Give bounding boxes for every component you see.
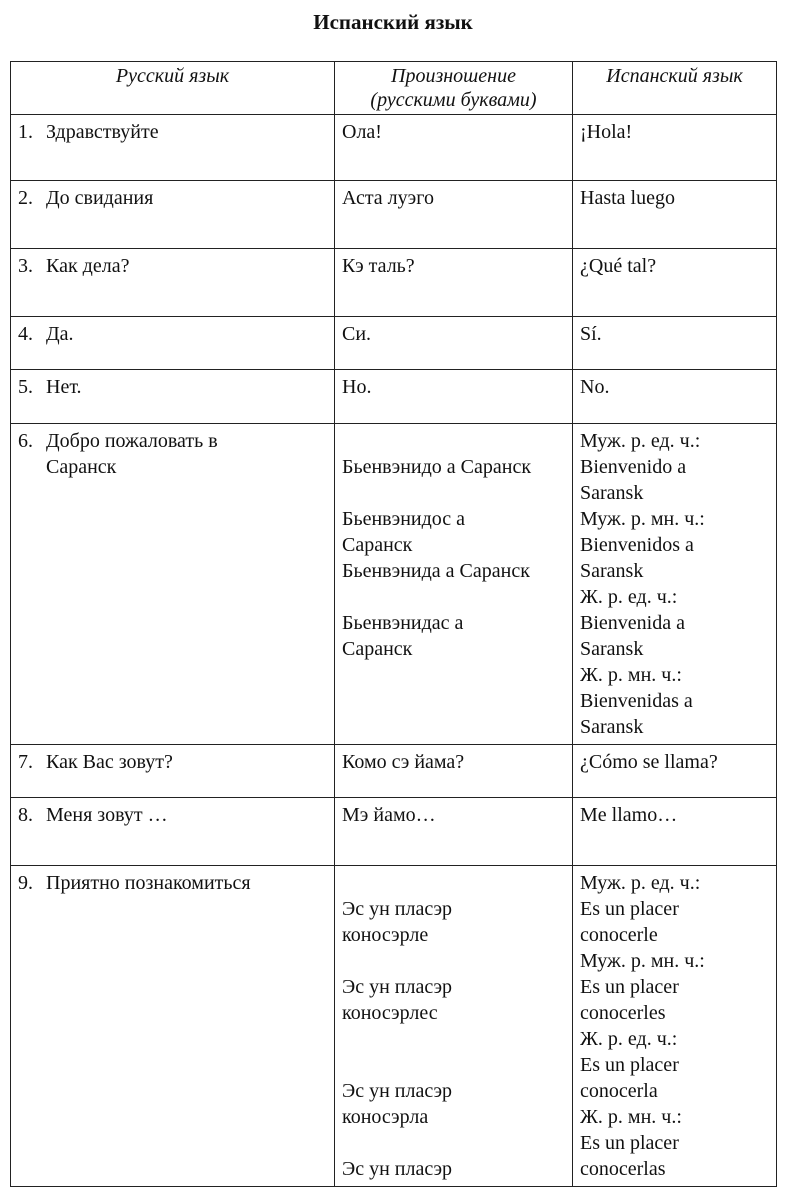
row-number: 1. — [18, 121, 33, 143]
header-russian: Русский язык — [11, 62, 335, 115]
russian-phrase — [46, 428, 316, 480]
es-line: Es un placer — [580, 1054, 679, 1076]
es-line: Ж. р. мн. ч.: — [580, 664, 682, 686]
russian-phrase: До свидания — [46, 187, 154, 209]
cell-spanish: Sí. — [573, 317, 777, 370]
es-line: Муж. р. мн. ч.: — [580, 950, 705, 972]
table-row — [11, 115, 777, 181]
table-row — [11, 181, 777, 249]
pron-line: Эс ун пласэр — [342, 976, 453, 998]
russian-phrase: Нет. — [46, 376, 82, 398]
cell-russian — [11, 249, 335, 317]
pron-line: Саранск — [342, 638, 413, 660]
es-line: Saransk — [580, 716, 644, 738]
pron-line: коносэрла — [342, 1106, 429, 1128]
cell-pronunciation: Ола! — [335, 115, 573, 181]
es-line: Bienvenidos a — [580, 534, 694, 556]
cell-russian — [11, 866, 335, 1187]
russian-phrase: Как дела? — [46, 255, 130, 277]
es-line: Saransk — [580, 638, 644, 660]
cell-spanish — [573, 866, 777, 1187]
row-number: 2. — [18, 187, 33, 209]
cell-russian — [11, 370, 335, 424]
es-line: Bienvenidas a — [580, 690, 693, 712]
es-line: Муж. р. ед. ч.: — [580, 872, 701, 894]
pron-line: Эс ун пласэр — [342, 898, 453, 920]
pron-line: Бьенвэнидос а — [342, 508, 466, 530]
row-number: 9. — [18, 872, 33, 894]
cell-pronunciation: Комо сэ йама? — [335, 745, 573, 798]
es-line: Bienvenido a — [580, 456, 687, 478]
phrase-table — [10, 61, 777, 1187]
es-line: conocerlas — [580, 1158, 666, 1180]
russian-phrase-line: Саранск — [46, 456, 117, 478]
russian-phrase-line: Добро пожаловать в — [46, 430, 218, 452]
cell-spanish — [573, 424, 777, 745]
es-line: Ж. р. мн. ч.: — [580, 1106, 682, 1128]
cell-pronunciation — [335, 424, 573, 745]
cell-russian — [11, 424, 335, 745]
es-line: conocerle — [580, 924, 658, 946]
table-row — [11, 317, 777, 370]
pron-line: Эс ун пласэр — [342, 1158, 453, 1180]
cell-pronunciation: Мэ йамо… — [335, 798, 573, 866]
es-line: Es un placer — [580, 898, 679, 920]
row-number: 3. — [18, 255, 33, 277]
cell-pronunciation — [335, 866, 573, 1187]
cell-russian — [11, 745, 335, 798]
pron-line: Эс ун пласэр — [342, 1080, 453, 1102]
cell-spanish: Hasta luego — [573, 181, 777, 249]
russian-phrase: Здравствуйте — [46, 121, 159, 143]
header-pronunciation — [335, 62, 573, 115]
cell-russian — [11, 115, 335, 181]
es-line: Ж. р. ед. ч.: — [580, 1028, 678, 1050]
header-pronunciation-line2: (русскими буквами) — [370, 89, 537, 111]
es-line: Муж. р. мн. ч.: — [580, 508, 705, 530]
es-line: Saransk — [580, 482, 644, 504]
table-row — [11, 370, 777, 424]
cell-pronunciation: Си. — [335, 317, 573, 370]
es-line: conocerla — [580, 1080, 658, 1102]
es-line: Муж. р. ед. ч.: — [580, 430, 701, 452]
row-number: 8. — [18, 804, 33, 826]
es-line: Es un placer — [580, 1132, 679, 1154]
russian-phrase: Как Вас зовут? — [46, 751, 173, 773]
cell-spanish: No. — [573, 370, 777, 424]
cell-pronunciation: Аста луэго — [335, 181, 573, 249]
cell-spanish: ¡Hola! — [573, 115, 777, 181]
cell-russian — [11, 181, 335, 249]
russian-phrase: Да. — [46, 323, 74, 345]
cell-russian — [11, 798, 335, 866]
table-row — [11, 424, 777, 745]
russian-phrase: Меня зовут … — [46, 804, 168, 826]
row-number: 7. — [18, 751, 33, 773]
russian-phrase: Приятно познакомиться — [46, 872, 251, 894]
pron-line: Бьенвэнидас а — [342, 612, 464, 634]
table-row — [11, 866, 777, 1187]
pron-line: Саранск — [342, 534, 413, 556]
row-number: 6. — [18, 430, 33, 452]
cell-pronunciation: Кэ таль? — [335, 249, 573, 317]
header-pronunciation-line1: Произношение — [391, 65, 516, 87]
cell-russian — [11, 317, 335, 370]
es-line: Es un placer — [580, 976, 679, 998]
page-title: Испанский язык — [313, 10, 473, 34]
pron-line: коносэрле — [342, 924, 429, 946]
es-line: Bienvenida a — [580, 612, 685, 634]
cell-spanish: Me llamo… — [573, 798, 777, 866]
header-spanish: Испанский язык — [573, 62, 777, 115]
es-line: Saransk — [580, 560, 644, 582]
cell-pronunciation: Но. — [335, 370, 573, 424]
es-line: conocerles — [580, 1002, 666, 1024]
table-row — [11, 249, 777, 317]
table-row — [11, 798, 777, 866]
pron-line: Бьенвэнида а Саранск — [342, 560, 530, 582]
pron-line: Бьенвэнидо а Саранск — [342, 456, 532, 478]
table-row — [11, 745, 777, 798]
row-number: 4. — [18, 323, 33, 345]
cell-spanish: ¿Qué tal? — [573, 249, 777, 317]
pron-line: коносэрлес — [342, 1002, 438, 1024]
header-row — [11, 62, 777, 115]
cell-spanish: ¿Cómo se llama? — [573, 745, 777, 798]
row-number: 5. — [18, 376, 33, 398]
es-line: Ж. р. ед. ч.: — [580, 586, 678, 608]
